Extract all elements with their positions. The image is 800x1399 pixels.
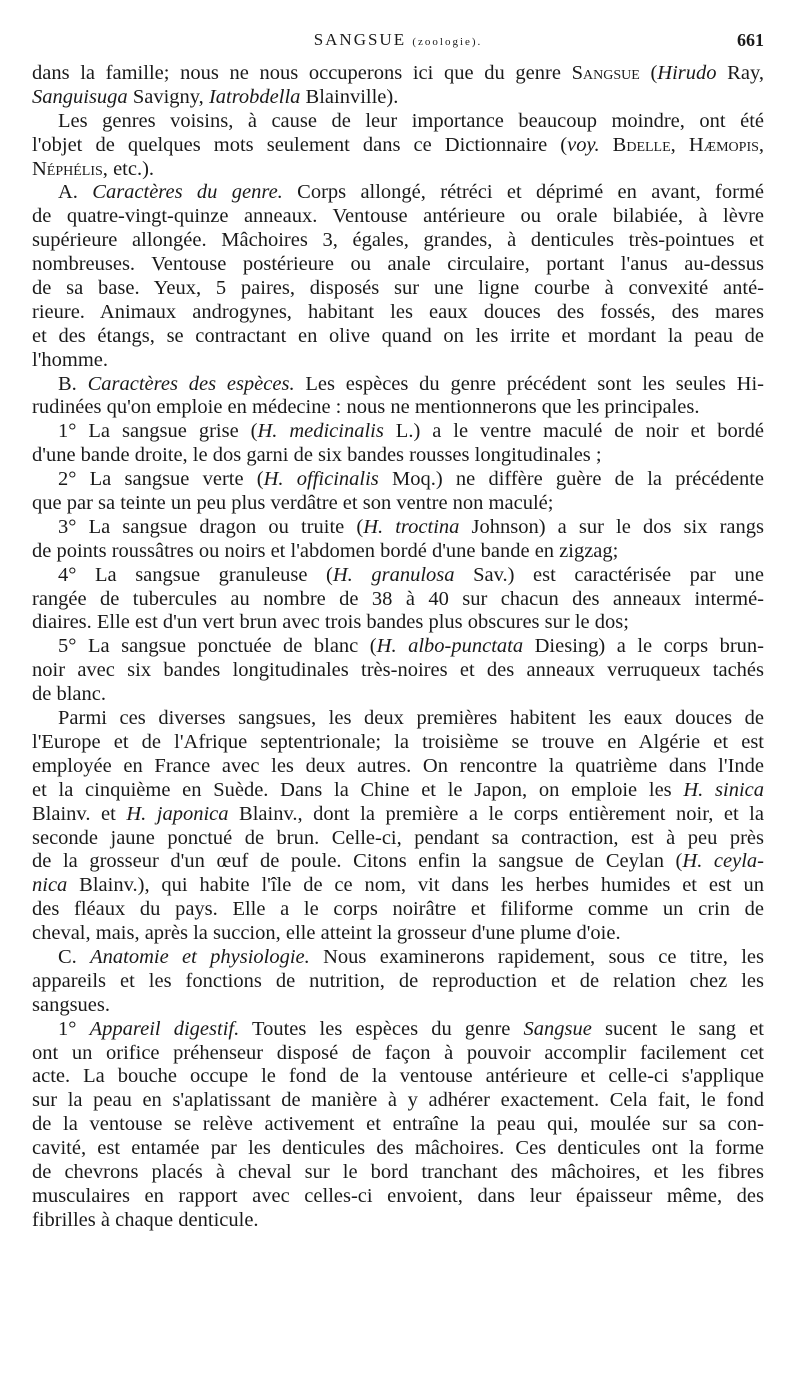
text-line: noir avec six bandes longitudinales très-noires et des anneaux verruqueux tachés: [32, 659, 764, 682]
paragraph-p0: [32, 62, 764, 110]
text-line: de points roussâtres ou noirs et l'abdomen bordé d'une bande en zigzag;: [32, 539, 619, 562]
text-line: nica Blainv.), qui habite l'île de ce nom, vit dans les herbes humides et est un: [32, 874, 764, 897]
text-line: de quatre-vingt-quinze anneaux. Ventouse antérieure ou orale bilabiée, à lèvre: [32, 205, 764, 228]
text-line: B. Caractères des espèces. Les espèces du genre précédent sont les seules Hi-: [58, 372, 764, 395]
text-line: des fléaux du pays. Elle a le corps noirâtre et filiforme comme un crin de: [32, 898, 764, 921]
paragraph-p9: [32, 707, 764, 946]
paragraph-p4: [32, 420, 764, 468]
text-line: l'objet de quelques mots seulement dans ce Dictionnaire (voy. Bdelle, Hæmopis,: [32, 133, 764, 156]
text-line: Les genres voisins, à cause de leur importance beaucoup moindre, ont été: [58, 109, 764, 132]
running-head-subtitle: (zoologie).: [412, 36, 483, 48]
paragraph-p8: [32, 635, 764, 707]
text-line: de la ventouse se relève activement et entraîne la peau qui, moulée sur sa con-: [32, 1113, 764, 1136]
text-line: dans la famille; nous ne nous occuperons ici que du genre Sangsue (Hirudo Ray,: [32, 62, 764, 84]
text-line: 3° La sangsue dragon ou truite (H. troctina Johnson) a sur le dos six rangs: [58, 515, 764, 538]
text-line: l'Europe et de l'Afrique septentrionale; la troisième se trouve en Algérie et est: [32, 730, 764, 753]
text-line: l'homme.: [32, 348, 109, 371]
body-text: [32, 62, 764, 1233]
text-line: rieure. Animaux androgynes, habitant les eaux douces des fossés, des mares: [32, 300, 764, 323]
page: [32, 0, 764, 1231]
text-line: diaires. Elle est d'un vert brun avec trois bandes plus obscures sur le dos;: [32, 611, 629, 634]
text-line: rudinées qu'on emploie en médecine : nous ne mentionnerons que les principales.: [32, 396, 700, 419]
text-line: ont un orifice préhenseur disposé de façon à pouvoir accomplir facilement cet: [32, 1041, 764, 1064]
text-line: acte. La bouche occupe le fond de la ventouse antérieure et celle-ci s'applique: [32, 1065, 764, 1088]
running-head: [32, 30, 764, 50]
text-line: de chevrons placés à cheval sur le bord tranchant des mâchoires, et les fibres: [32, 1160, 764, 1183]
text-line: que par sa teinte un peu plus verdâtre et son ventre non maculé;: [32, 492, 554, 515]
text-line: 2° La sangsue verte (H. officinalis Moq.) ne diffère guère de la précédente: [58, 468, 764, 491]
text-line: Néphélis, etc.).: [32, 157, 155, 180]
text-line: supérieure allongée. Mâchoires 3, égales, grandes, à denticules très-pointues et: [32, 229, 764, 252]
paragraph-p11: [32, 1018, 764, 1233]
text-line: et des étangs, se contractant en olive quand on les irrite et mordant la peau de: [32, 324, 764, 347]
text-line: sur la peau en s'aplatissant de manière à y adhérer exactement. Cela fait, le fond: [32, 1089, 764, 1112]
text-line: 5° La sangsue ponctuée de blanc (H. albo-punctata Diesing) a le corps brun-: [58, 635, 764, 658]
paragraph-p3: [32, 373, 764, 421]
text-line: 4° La sangsue granuleuse (H. granulosa Sav.) est caractérisée par une: [58, 563, 764, 586]
text-line: Sanguisuga Savigny, Iatrobdella Blainville).: [32, 85, 399, 108]
text-line: nombreuses. Ventouse postérieure ou anale circulaire, portant l'anus au-dessus: [32, 253, 764, 276]
text-line: de sa base. Yeux, 5 paires, disposés sur une ligne courbe à convexité anté-: [32, 277, 764, 300]
text-line: 1° Appareil digestif. Toutes les espèces du genre Sangsue sucent le sang et: [58, 1017, 764, 1040]
text-line: rangée de tubercules au nombre de 38 à 40 sur chacun des anneaux intermé-: [32, 587, 764, 610]
page-header: [32, 0, 764, 60]
text-line: C. Anatomie et physiologie. Nous examinerons rapidement, sous ce titre, les: [58, 945, 764, 968]
text-line: d'une bande droite, le dos garni de six bandes rousses longitudinales ;: [32, 444, 602, 467]
text-line: de blanc.: [32, 683, 106, 706]
page-number: 661: [737, 30, 764, 50]
text-line: Blainv. et H. japonica Blainv., dont la première a le corps entièrement noir, et la: [32, 802, 764, 825]
text-line: cheval, mais, après la succion, elle atteint la grosseur d'une plume d'oie.: [32, 922, 621, 945]
paragraph-p2: [32, 181, 764, 372]
text-line: et la cinquième en Suède. Dans la Chine et le Japon, on emploie les H. sinica: [32, 778, 764, 801]
paragraph-p6: [32, 516, 764, 564]
text-line: de la grosseur d'un œuf de poule. Citons enfin la sangsue de Ceylan (H. ceyla-: [32, 850, 764, 873]
paragraph-p10: [32, 946, 764, 1018]
paragraph-p1: [32, 110, 764, 182]
text-line: cavité, est entamée par les denticules des mâchoires. Ces denticules ont la forme: [32, 1137, 764, 1160]
running-head-title: SANGSUE: [313, 30, 407, 49]
text-line: employée en France avec les deux autres. On rencontre la quatrième dans l'Inde: [32, 754, 764, 777]
text-line: 1° La sangsue grise (H. medicinalis L.) a le ventre maculé de noir et bordé: [58, 420, 764, 443]
text-line: fibrilles à chaque denticule.: [32, 1208, 259, 1231]
text-line: seconde jaune ponctué de brun. Celle-ci, pendant sa contraction, est à peu près: [32, 826, 764, 849]
text-line: Parmi ces diverses sangsues, les deux premières habitent les eaux douces de: [58, 707, 764, 730]
paragraph-p5: [32, 468, 764, 516]
text-line: musculaires en rapport avec celles-ci envoient, dans leur épaisseur même, des: [32, 1184, 764, 1207]
text-line: A. Caractères du genre. Corps allongé, rétréci et déprimé en avant, formé: [58, 181, 764, 204]
text-line: appareils et les fonctions de nutrition, de reproduction et de relation chez les: [32, 969, 764, 992]
paragraph-p7: [32, 564, 764, 636]
text-line: sangsues.: [32, 993, 111, 1016]
